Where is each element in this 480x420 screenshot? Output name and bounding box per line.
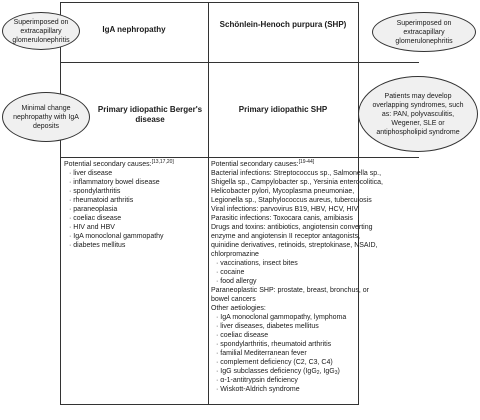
list-item: · IgG subclasses deficiency (IgG$_2$, IgG$_3$)	[216, 368, 340, 376]
list-item: · paraneoplasia	[69, 206, 118, 213]
list-item-text: )	[337, 368, 340, 375]
list-item-text: vaccinations, insect bites	[220, 260, 298, 267]
list-item: · vaccinations, insect bites	[216, 260, 298, 267]
list-item-text: inflammatory bowel disease	[73, 179, 160, 186]
list-item: · rheumatoid arthritis	[69, 197, 134, 204]
list-item-text: liver diseases, diabetes mellitus	[220, 323, 319, 330]
list-item: · IgA monoclonal gammopathy, lymphoma	[216, 314, 347, 321]
primary-shp-header: Primary idiopathic SHP	[238, 105, 328, 114]
text-line: chlorpromazine	[211, 251, 259, 258]
list-item-text: coeliac disease	[73, 215, 122, 222]
list-item-text: paraneoplasia	[73, 206, 118, 213]
section-heading	[211, 160, 357, 169]
list-item: · liver disease	[69, 170, 113, 177]
other-aetiologies-heading: Other aetiologies:	[211, 305, 266, 312]
list-item-text: food allergy	[220, 278, 257, 285]
list-item-text: IgG subclasses deficiency (IgG	[220, 368, 317, 375]
list-item: · coeliac disease	[216, 332, 269, 339]
list-item: · inflammatory bowel disease	[69, 179, 160, 186]
list-item: · liver diseases, diabetes mellitus	[216, 323, 319, 330]
shp-header: Schönlein-Henoch purpura (SHP)	[219, 20, 347, 29]
subscript: 2	[316, 370, 320, 376]
reference-marks: [13,17,20]	[151, 159, 174, 165]
list-item-text: IgA monoclonal gammopathy	[73, 233, 164, 240]
list-item: · IgA monoclonal gammopathy	[69, 233, 164, 240]
iga-nephropathy-header: IgA nephropathy	[102, 25, 166, 34]
note-mid-left: Minimal change nephropathy with IgA deposits	[2, 92, 90, 142]
note-mid-right: Patients may develop overlapping syndromes, such as: PAN, polyvasculitis, Wegener, SLE or antiphospholipid syndrome	[358, 76, 478, 152]
shp-secondary-causes	[211, 159, 383, 394]
list-item: · spondylarthritis	[69, 188, 121, 195]
berger-disease-header: Primary idiopathic Berger's disease	[97, 105, 203, 124]
list-item-text: IgA monoclonal gammopathy, lymphoma	[220, 314, 347, 321]
row-divider	[60, 157, 419, 158]
list-item: · complement deficiency (C2, C3, C4)	[216, 359, 333, 366]
list-item: · spondylarthritis, rheumatoid arthritis	[216, 341, 332, 348]
note-top-right: Superimposed on extracapillary glomerulonephritis	[372, 12, 476, 52]
list-item: · coeliac disease	[69, 215, 122, 222]
reference-marks: [19-44]	[298, 159, 315, 165]
list-item-text: rheumatoid arthritis	[73, 197, 134, 204]
text-line: Legionella sp., Staphylococcus aureus, tuberculosis	[211, 197, 372, 204]
list-item: · cocaine	[216, 269, 245, 276]
list-item: · diabetes mellitus	[69, 242, 126, 249]
list-item: · HIV and HBV	[69, 224, 115, 231]
list-item: · α-1-antitrypsin deficiency	[216, 377, 298, 384]
text-line: Viral infections: parvovirus B19, HBV, HCV, HIV	[211, 206, 359, 213]
text-line: quinidine derivatives, retinoids, streptokinase, NSAID,	[211, 242, 378, 249]
list-item-text: familial Mediterranean fever	[220, 350, 307, 357]
section-heading	[64, 160, 206, 169]
list-item-text: complement deficiency (C2, C3, C4)	[220, 359, 333, 366]
list-item-text: liver disease	[73, 170, 113, 177]
heading-text: Potential secondary causes:	[64, 161, 152, 168]
text-line: Parasitic infections: Toxocara canis, amibiasis	[211, 215, 353, 222]
list-item: · familial Mediterranean fever	[216, 350, 307, 357]
list-item-text: coeliac disease	[220, 332, 269, 339]
list-item-text: Wiskott-Aldrich syndrome	[220, 386, 300, 393]
list-item: · food allergy	[216, 278, 257, 285]
list-item-text: diabetes mellitus	[73, 242, 126, 249]
text-line: Bacterial infections: Streptococcus sp., Salmonella sp.,	[211, 170, 382, 177]
text-line: Helicobacter pylori, Mycoplasma pneumoniae,	[211, 188, 355, 195]
text-line: Paraneoplastic SHP: prostate, breast, bronchus, or	[211, 287, 369, 294]
text-line: Shigella sp., Campylobacter sp., Yersinia enterocolitica,	[211, 179, 383, 186]
list-item-text: spondylarthritis, rheumatoid arthritis	[220, 341, 332, 348]
list-item-text: spondylarthritis	[73, 188, 121, 195]
row-divider	[60, 62, 419, 63]
list-item-text: HIV and HBV	[73, 224, 115, 231]
note-top-left: Superimposed on extracapillary glomerulonephritis	[2, 12, 80, 50]
list-item: · Wiskott-Aldrich syndrome	[216, 386, 300, 393]
list-item-text: α-1-antitrypsin deficiency	[220, 377, 298, 384]
text-line: Drugs and toxins: antibiotics, angiotensin converting	[211, 224, 373, 231]
iga-secondary-causes	[64, 160, 206, 250]
heading-text: Potential secondary causes:	[211, 161, 299, 168]
list-item-text: cocaine	[220, 269, 245, 276]
list-item-text: , IgG	[319, 368, 335, 375]
text-line: bowel cancers	[211, 296, 256, 303]
subscript: 3	[334, 370, 338, 376]
text-line: enzyme and angiotensin II receptor antagonists,	[211, 233, 361, 240]
